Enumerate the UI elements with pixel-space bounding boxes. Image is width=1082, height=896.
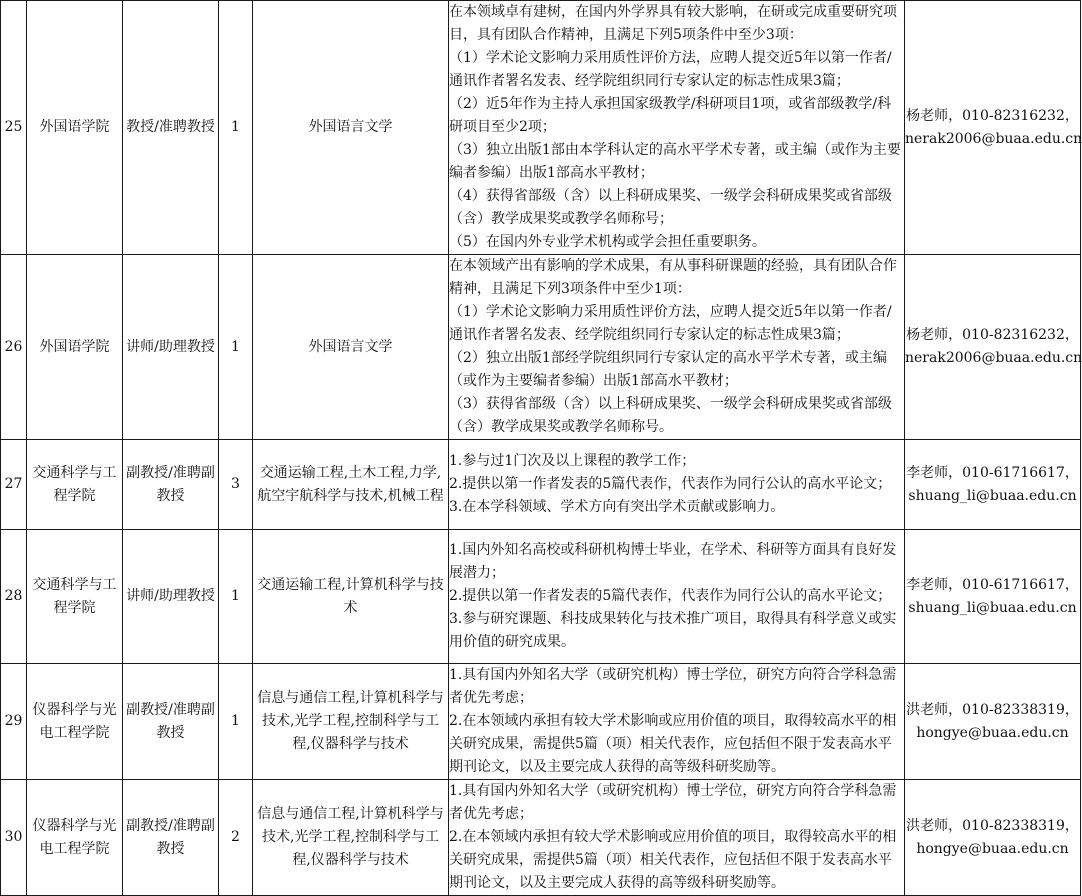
requirement-line: 2.在本领域内承担有较大学术影响或应用价值的项目，取得较高水平的相关研究成果，需提供5篇（项）相关代表作，应包括但不限于发表高水平期刊论文，以及主要完成人获得的高等级科研奖励等。 [449, 713, 897, 775]
requirement-line: （2）近5年作为主持人承担国家级教学/科研项目1项，或省部级教学/科研项目至少2项； [449, 96, 892, 135]
requirement-line: （1）学术论文影响力采用质性评价方法，应聘人提交近5年以第一作者/通讯作者署名发表、经学院组织同行专家认定的标志性成果3篇； [449, 50, 892, 89]
requirements-cell [449, 780, 905, 896]
contact-name-phone: 杨老师，010-82316232， [906, 327, 1079, 343]
table-body [1, 1, 1081, 896]
position-cell: 副教授/准聘副教授 [123, 780, 219, 896]
table-row [1, 1, 1081, 255]
row-number: 29 [1, 664, 27, 780]
count-cell: 1 [219, 530, 253, 664]
requirement-line: 在本领域产出有影响的学术成果，有从事科研课题的经验，具有团队合作精神，且满足下列3项条件中至少1项： [449, 258, 897, 297]
contact-email: nerak2006@buaa.edu.cn [905, 130, 1082, 147]
discipline-cell: 交通运输工程,土木工程,力学,航空宇航科学与技术,机械工程 [253, 440, 449, 530]
requirement-line: （2）独立出版1部经学院组织同行专家认定的高水平学术专著，或主编（或作为主要编者参编）出版1部高水平教材； [449, 350, 887, 389]
college-cell: 仪器科学与光电工程学院 [27, 780, 123, 896]
college-cell: 交通科学与工程学院 [27, 440, 123, 530]
contact-cell [905, 440, 1081, 530]
row-number: 27 [1, 440, 27, 530]
row-number: 25 [1, 1, 27, 255]
table-row [1, 530, 1081, 664]
contact-name-phone: 洪老师，010-82338319， [906, 817, 1079, 834]
position-cell: 教授/准聘教授 [123, 1, 219, 255]
requirement-line: 在本领域卓有建树，在国内外学界具有较大影响，在研或完成重要研究项目，具有团队合作精神，且满足下列5项条件中至少3项： [449, 4, 897, 43]
table-row [1, 780, 1081, 896]
college-cell: 外国语学院 [27, 255, 123, 440]
discipline-cell: 交通运输工程,计算机科学与技术 [253, 530, 449, 664]
contact-name-phone: 洪老师，010-82338319， [906, 701, 1079, 718]
contact-name-phone: 杨老师，010-82316232， [906, 107, 1079, 124]
count-cell: 1 [219, 664, 253, 780]
contact-email: hongye@buaa.edu.cn [916, 840, 1069, 857]
requirement-line: （4）获得省部级（含）以上科研成果奖、一级学会科研成果奖或省部级（含）教学成果奖或教学名师称号； [449, 188, 892, 227]
requirement-line: 1.具有国内外知名大学（或研究机构）博士学位，研究方向符合学科急需者优先考虑； [449, 783, 897, 822]
requirement-line: 2.在本领域内承担有较大学术影响或应用价值的项目，取得较高水平的相关研究成果，需提供5篇（项）相关代表作，应包括但不限于发表高水平期刊论文，以及主要完成人获得的高等级科研奖励等。 [449, 829, 897, 891]
discipline-cell: 信息与通信工程,计算机科学与技术,光学工程,控制科学与工程,仪器科学与技术 [253, 664, 449, 780]
contact-name-phone: 李老师，010-61716617， [906, 464, 1079, 481]
count-cell: 1 [219, 1, 253, 255]
contact-cell [905, 255, 1081, 440]
requirement-line: 1.参与过1门次及以上课程的教学工作； [449, 453, 696, 469]
requirements-cell [449, 255, 905, 440]
table-row [1, 664, 1081, 780]
requirement-line: 1.具有国内外知名大学（或研究机构）博士学位，研究方向符合学科急需者优先考虑； [449, 667, 897, 706]
requirement-line: （5）在国内外专业学术机构或学会担任重要职务。 [449, 234, 766, 250]
count-cell: 1 [219, 255, 253, 440]
contact-name-phone: 李老师，010-61716617， [906, 576, 1079, 593]
requirement-line: （3）获得省部级（含）以上科研成果奖、一级学会科研成果奖或省部级（含）教学成果奖或教学名师称号。 [449, 396, 892, 435]
requirements-cell [449, 664, 905, 780]
contact-cell [905, 780, 1081, 896]
discipline-cell: 外国语言文学 [253, 255, 449, 440]
count-cell: 2 [219, 780, 253, 896]
requirement-line: 2.提供以第一作者发表的5篇代表作，代表作为同行公认的高水平论文； [449, 588, 892, 604]
position-cell: 副教授/准聘副教授 [123, 664, 219, 780]
requirement-line: （1）学术论文影响力采用质性评价方法，应聘人提交近5年以第一作者/通讯作者署名发表、经学院组织同行专家认定的标志性成果3篇； [449, 304, 892, 343]
table-row [1, 440, 1081, 530]
requirements-cell [449, 1, 905, 255]
discipline-cell: 信息与通信工程,计算机科学与技术,光学工程,控制科学与工程,仪器科学与技术 [253, 780, 449, 896]
contact-email: nerak2006@buaa.edu.cn [905, 350, 1082, 366]
requirement-line: 3.在本学科领域、学术方向有突出学术贡献或影响力。 [449, 499, 785, 515]
position-cell: 讲师/助理教授 [123, 530, 219, 664]
row-number: 28 [1, 530, 27, 664]
requirement-line: 3.参与研究课题、科技成果转化与技术推广项目，取得具有科学意义或实用价值的研究成果。 [449, 611, 897, 650]
contact-cell [905, 1, 1081, 255]
college-cell: 交通科学与工程学院 [27, 530, 123, 664]
contact-cell [905, 530, 1081, 664]
college-cell: 仪器科学与光电工程学院 [27, 664, 123, 780]
row-number: 26 [1, 255, 27, 440]
contact-cell [905, 664, 1081, 780]
requirement-line: （3）独立出版1部由本学科认定的高水平学术专著，或主编（或作为主要编者参编）出版1部高水平教材； [449, 142, 901, 181]
requirement-line: 1.国内外知名高校或科研机构博士毕业，在学术、科研等方面具有良好发展潜力； [449, 542, 897, 581]
row-number: 30 [1, 780, 27, 896]
position-cell: 讲师/助理教授 [123, 255, 219, 440]
requirements-cell [449, 440, 905, 530]
requirement-line: 2.提供以第一作者发表的5篇代表作，代表作为同行公认的高水平论文； [449, 476, 892, 492]
college-cell: 外国语学院 [27, 1, 123, 255]
contact-email: hongye@buaa.edu.cn [916, 724, 1069, 741]
count-cell: 3 [219, 440, 253, 530]
position-cell: 副教授/准聘副教授 [123, 440, 219, 530]
requirements-cell [449, 530, 905, 664]
contact-email: shuang_li@buaa.edu.cn [908, 487, 1077, 504]
table-row [1, 255, 1081, 440]
contact-email: shuang_li@buaa.edu.cn [908, 599, 1077, 616]
discipline-cell: 外国语言文学 [253, 1, 449, 255]
